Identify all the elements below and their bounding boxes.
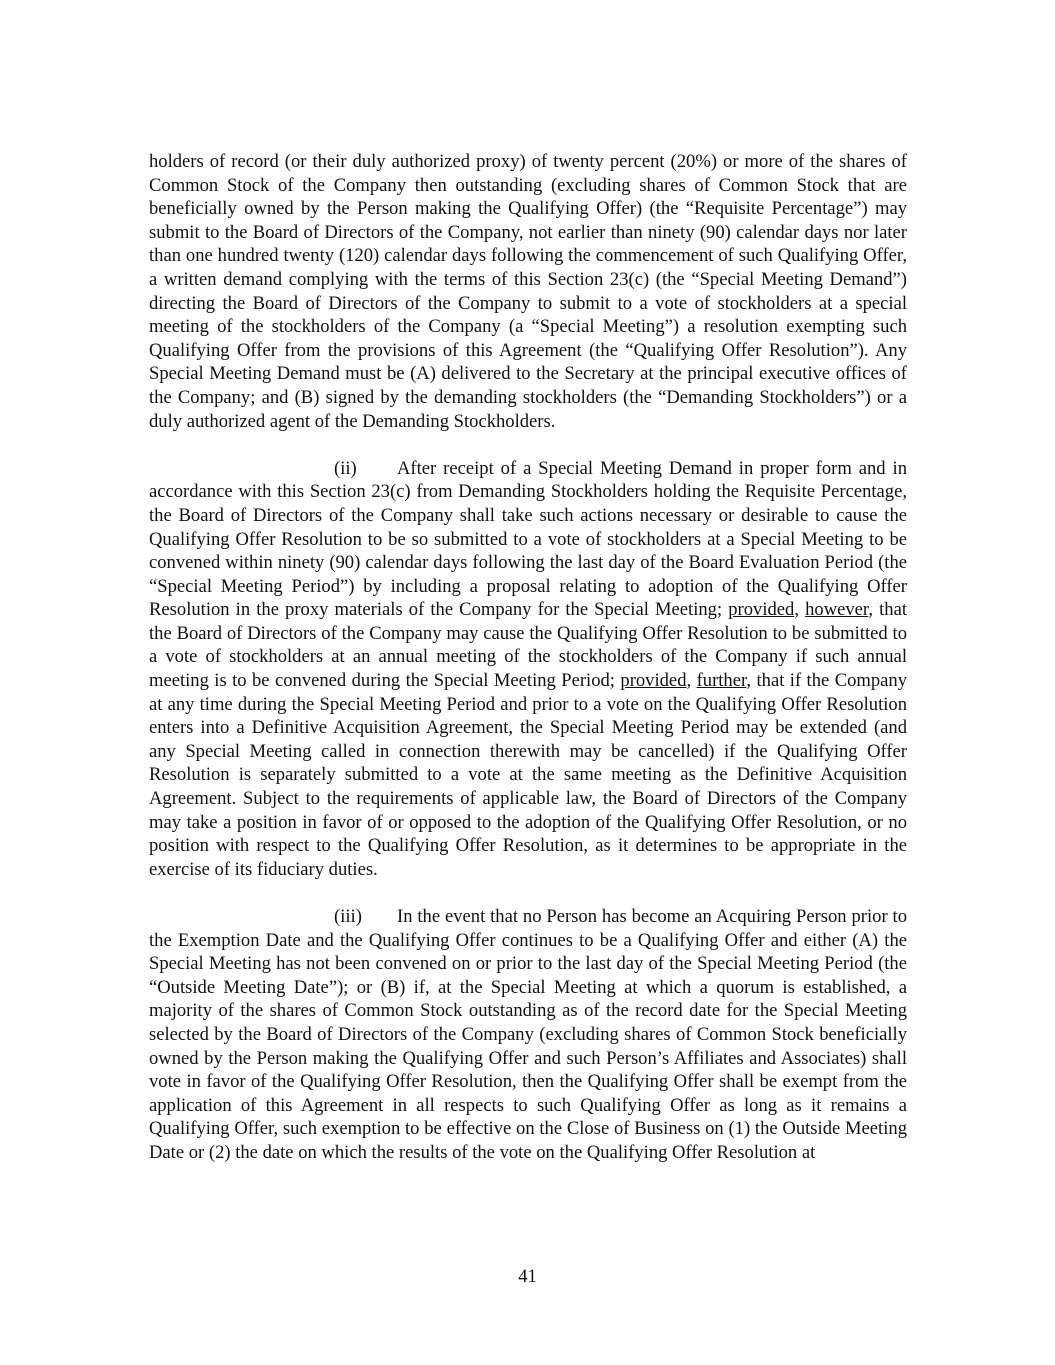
- punctuation: ,: [686, 670, 697, 692]
- page-number: 41: [518, 1266, 537, 1287]
- document-page: [149, 150, 907, 1165]
- paragraph-text: holders of record (or their duly authorized proxy) of twenty percent (20%) or more of the shares of Common Stock of the Company then outstanding (excluding shares of Common Stock that are beneficially owned by the Person making the Qualifying Offer) (the “Requisite Percentage”) may submit to the Board of Directors of the Company, not earlier than ninety (90) calendar days nor later than one hundred twenty (120) calendar days following the commencement of such Qualifying Offer, a written demand complying with the terms of this Section 23(c) (the “Special Meeting Demand”) directing the Board of Directors of the Company to submit to a vote of stockholders at a special meeting of the stockholders of the Company (a “Special Meeting”) a resolution exempting such Qualifying Offer from the provisions of this Agreement (the “Qualifying Offer Resolution”). Any Special Meeting Demand must be (A) delivered to the Secretary at the principal executive offices of the Company; and (B) signed by the demanding stockholders (the “Demanding Stockholders”) or a duly authorized agent of the Demanding Stockholders.: [149, 151, 907, 432]
- paragraph-text: , that if the Company at any time during the Special Meeting Period and prior to a vote on the Qualifying Offer Resolution enters into a Definitive Acquisition Agreement, the Special Meeting Period may be extended (and any Special Meeting called in connection therewith may be cancelled) if the Qualifying Offer Resolution is separately submitted to a vote at the same meeting as the Definitive Acquisition Agreement. Subject to the requirements of applicable law, the Board of Directors of the Company may take a position in favor of or opposed to the adoption of the Qualifying Offer Resolution, or no position with respect to the Qualifying Offer Resolution, as it determines to be appropriate in the exercise of its fiduciary duties.: [149, 670, 907, 880]
- paragraph-number: (iii): [334, 906, 362, 927]
- underlined-term-further: further: [696, 670, 747, 692]
- paragraph-text: After receipt of a Special Meeting Demand in proper form and in accordance with this Section 23(c) from Demanding Stockholders holding the Requisite Percentage, the Board of Directors of the Company shall take such actions necessary or desirable to cause the Qualifying Offer Resolution to be so submitted to a vote of stockholders at a Special Meeting to be convened within ninety (90) calendar days following the last day of the Board Evaluation Period (the “Special Meeting Period”) by including a proposal relating to adoption of the Qualifying Offer Resolution in the proxy materials of the Company for the Special Meeting;: [149, 457, 907, 621]
- paragraph-text: , that the Board of Directors of the Company may cause the Qualifying Offer Resolution to be submitted to a vote of stockholders at an annual meeting of the stockholders of the Company if such annual meeting is to be convened during the Special Meeting Period;: [149, 599, 908, 692]
- paragraph-number: (ii): [334, 457, 357, 479]
- paragraph-iii: [149, 905, 907, 1165]
- underlined-term-provided: provided: [620, 670, 687, 692]
- paragraph-continuation: [149, 150, 907, 433]
- paragraph-ii: [149, 457, 907, 882]
- paragraph-text: In the event that no Person has become an Acquiring Person prior to the Exemption Date and the Qualifying Offer continues to be a Qualifying Offer and either (A) the Special Meeting has not been convened on or prior to the last day of the Special Meeting Period (the “Outside Meeting Date”); or (B) if, at the Special Meeting at which a quorum is established, a majority of the shares of Common Stock outstanding as of the record date for the Special Meeting selected by the Board of Directors of the Company (excluding shares of Common Stock beneficially owned by the Person making the Qualifying Offer and such Person’s Affiliates and Associates) shall vote in favor of the Qualifying Offer Resolution, then the Qualifying Offer shall be exempt from the application of this Agreement in all respects to such Qualifying Offer as long as it remains a Qualifying Offer, such exemption to be effective on the Close of Business on (1) the Outside Meeting Date or (2) the date on which the results of the vote on the Qualifying Offer Resolution at: [149, 906, 907, 1163]
- punctuation: ,: [794, 599, 806, 621]
- underlined-term-however: however: [805, 599, 869, 621]
- underlined-term-provided: provided: [728, 599, 795, 621]
